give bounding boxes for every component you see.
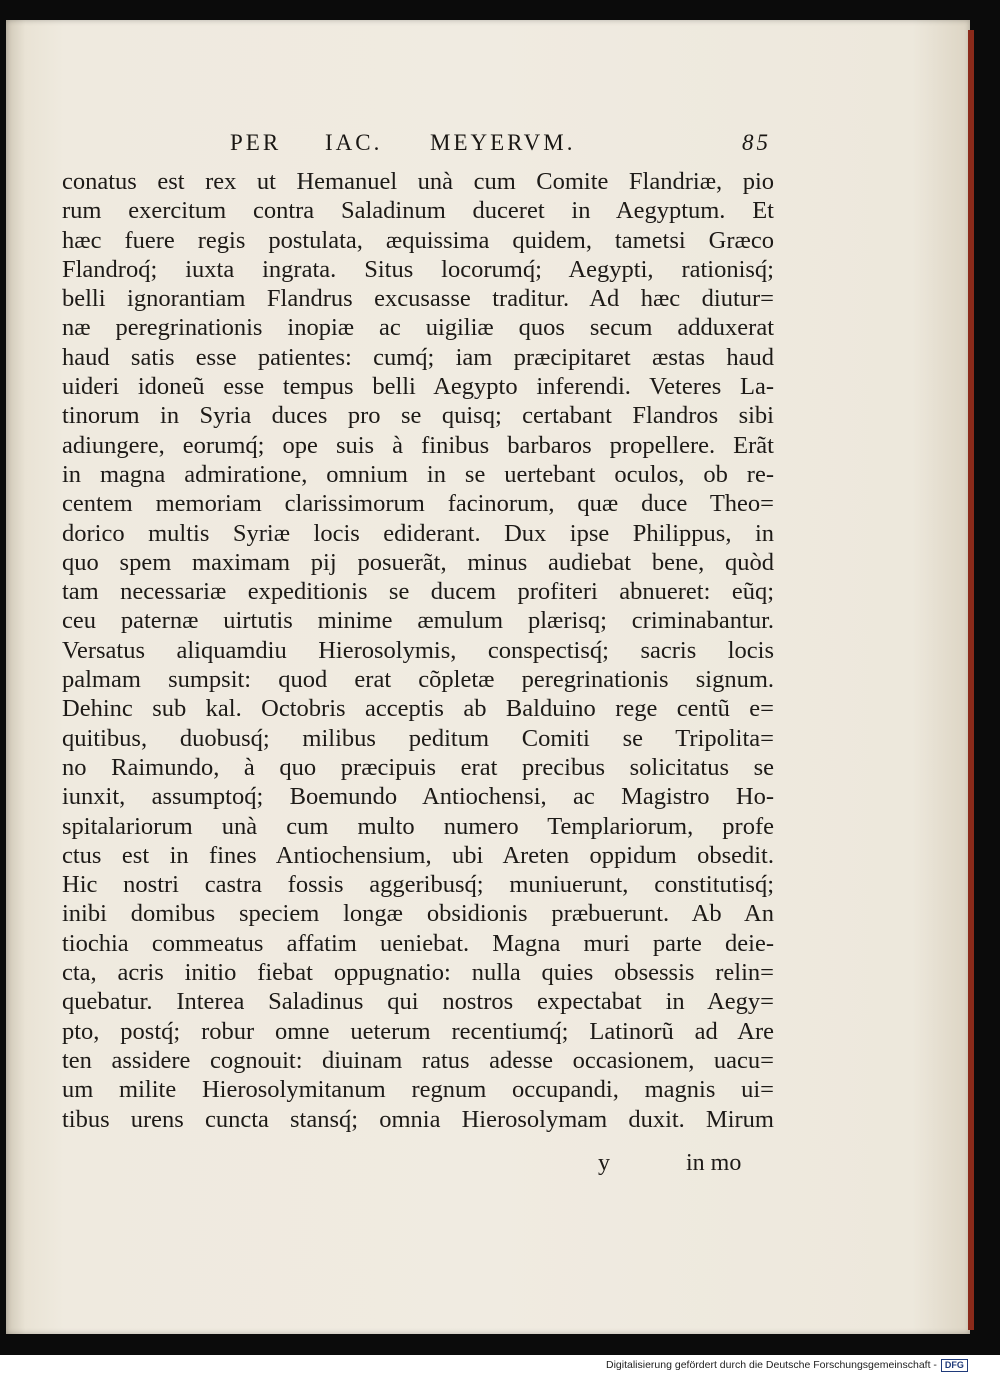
text-line: ten assidere cognouit: diuinam ratus adesse occasionem, uacu=: [62, 1046, 774, 1074]
catchword: in mo: [686, 1150, 742, 1176]
text-line: haud satis esse patientes: cumq́; iam præcipitaret æstas haud: [62, 343, 774, 371]
page-number: 85: [742, 130, 771, 155]
text-line: hæc fuere regis postulata, æquissima quidem, tametsi Græco: [62, 226, 774, 254]
text-line: tinorum in Syria duces pro se quisq; certabant Flandros sibi: [62, 402, 774, 430]
signature-mark: y: [598, 1150, 610, 1176]
text-line: inibi domibus speciem longæ obsidionis præbuerunt. Ab An: [62, 900, 774, 928]
text-line: Hic nostri castra fossis aggeribusq́; muniuerunt, constitutisq́;: [62, 871, 774, 899]
text-line: in magna admiratione, omnium in se uertebant oculos, ob re-: [62, 460, 774, 488]
running-head-word: MEYERVM.: [430, 130, 576, 155]
footer-text: Digitalisierung gefördert durch die Deutsche Forschungsgemeinschaft -: [606, 1359, 937, 1371]
text-line: Dehinc sub kal. Octobris acceptis ab Balduino rege centũ e=: [62, 695, 774, 723]
text-line: ceu paternæ uirtutis minime æmulum plærisq; criminabantur.: [62, 607, 774, 635]
text-line: spitalariorum unà cum multo numero Templariorum, profe: [62, 812, 774, 840]
text-line: quitibus, duobusq́; milibus peditum Comiti se Tripolita=: [62, 724, 774, 752]
dfg-logo: DFG: [941, 1359, 968, 1372]
text-line: ctus est in fines Antiochensium, ubi Areten oppidum obsedit.: [62, 841, 774, 869]
running-head: [230, 130, 790, 160]
text-line: Flandroq́; iuxta ingrata. Situs locorumq́; Aegypti, rationisq́;: [62, 255, 774, 283]
text-line: um milite Hierosolymitanum regnum occupandi, magnis ui=: [62, 1076, 774, 1104]
text-line: conatus est rex ut Hemanuel unà cum Comite Flandriæ, pio: [62, 168, 774, 195]
text-line: rum exercitum contra Saladinum duceret in Aegyptum. Et: [62, 197, 774, 225]
text-line: iunxit, assumptoq́; Boemundo Antiochensi, ac Magistro Ho-: [62, 783, 774, 811]
text-line: pto, postq́; robur omne ueterum recentiumq́; Latinorũ ad Are: [62, 1017, 774, 1045]
text-line: næ peregrinationis inopiæ ac uigiliæ quos secum adduxerat: [62, 314, 774, 342]
running-head-word: IAC.: [325, 130, 383, 155]
catchwords: [598, 1150, 768, 1180]
text-line: centem memoriam clarissimorum facinorum, quæ duce Theo=: [62, 490, 774, 518]
text-line: Versatus aliquamdiu Hierosolymis, conspectisq́; sacris locis: [62, 636, 774, 664]
text-line: tam necessariæ expeditionis se ducem profiteri abnueret: eũq;: [62, 578, 774, 606]
text-line: uideri idoneũ esse tempus belli Aegypto inferendi. Veteres La-: [62, 373, 774, 401]
text-line: palmam sumpsit: quod erat cõpletæ peregrinationis signum.: [62, 666, 774, 694]
text-line: adiungere, eorumq́; ope suis à finibus barbaros propellere. Erãt: [62, 431, 774, 459]
text-line: dorico multis Syriæ locis ediderant. Dux ipse Philippus, in: [62, 519, 774, 547]
text-line: tiochia commeatus affatim ueniebat. Magna muri parte deie-: [62, 929, 774, 957]
page-edge: [968, 30, 974, 1330]
text-line: no Raimundo, à quo præcipuis erat precibus solicitatus se: [62, 753, 774, 781]
digitization-footer: [606, 1359, 996, 1373]
text-line: belli ignorantiam Flandrus excusasse traditur. Ad hæc diutur=: [62, 285, 774, 313]
body-text: [62, 167, 774, 1134]
text-line: quo spem maximam pij posuerãt, minus audiebat bene, quòd: [62, 548, 774, 576]
text-line: quebatur. Interea Saladinus qui nostros expectabat in Aegy=: [62, 988, 774, 1016]
running-head-word: PER: [230, 130, 282, 155]
text-line: tibus urens cuncta stansq́; omnia Hierosolymam duxit. Mirum: [62, 1105, 774, 1133]
text-line: cta, acris initio fiebat oppugnatio: nulla quies obsessis relin=: [62, 959, 774, 987]
